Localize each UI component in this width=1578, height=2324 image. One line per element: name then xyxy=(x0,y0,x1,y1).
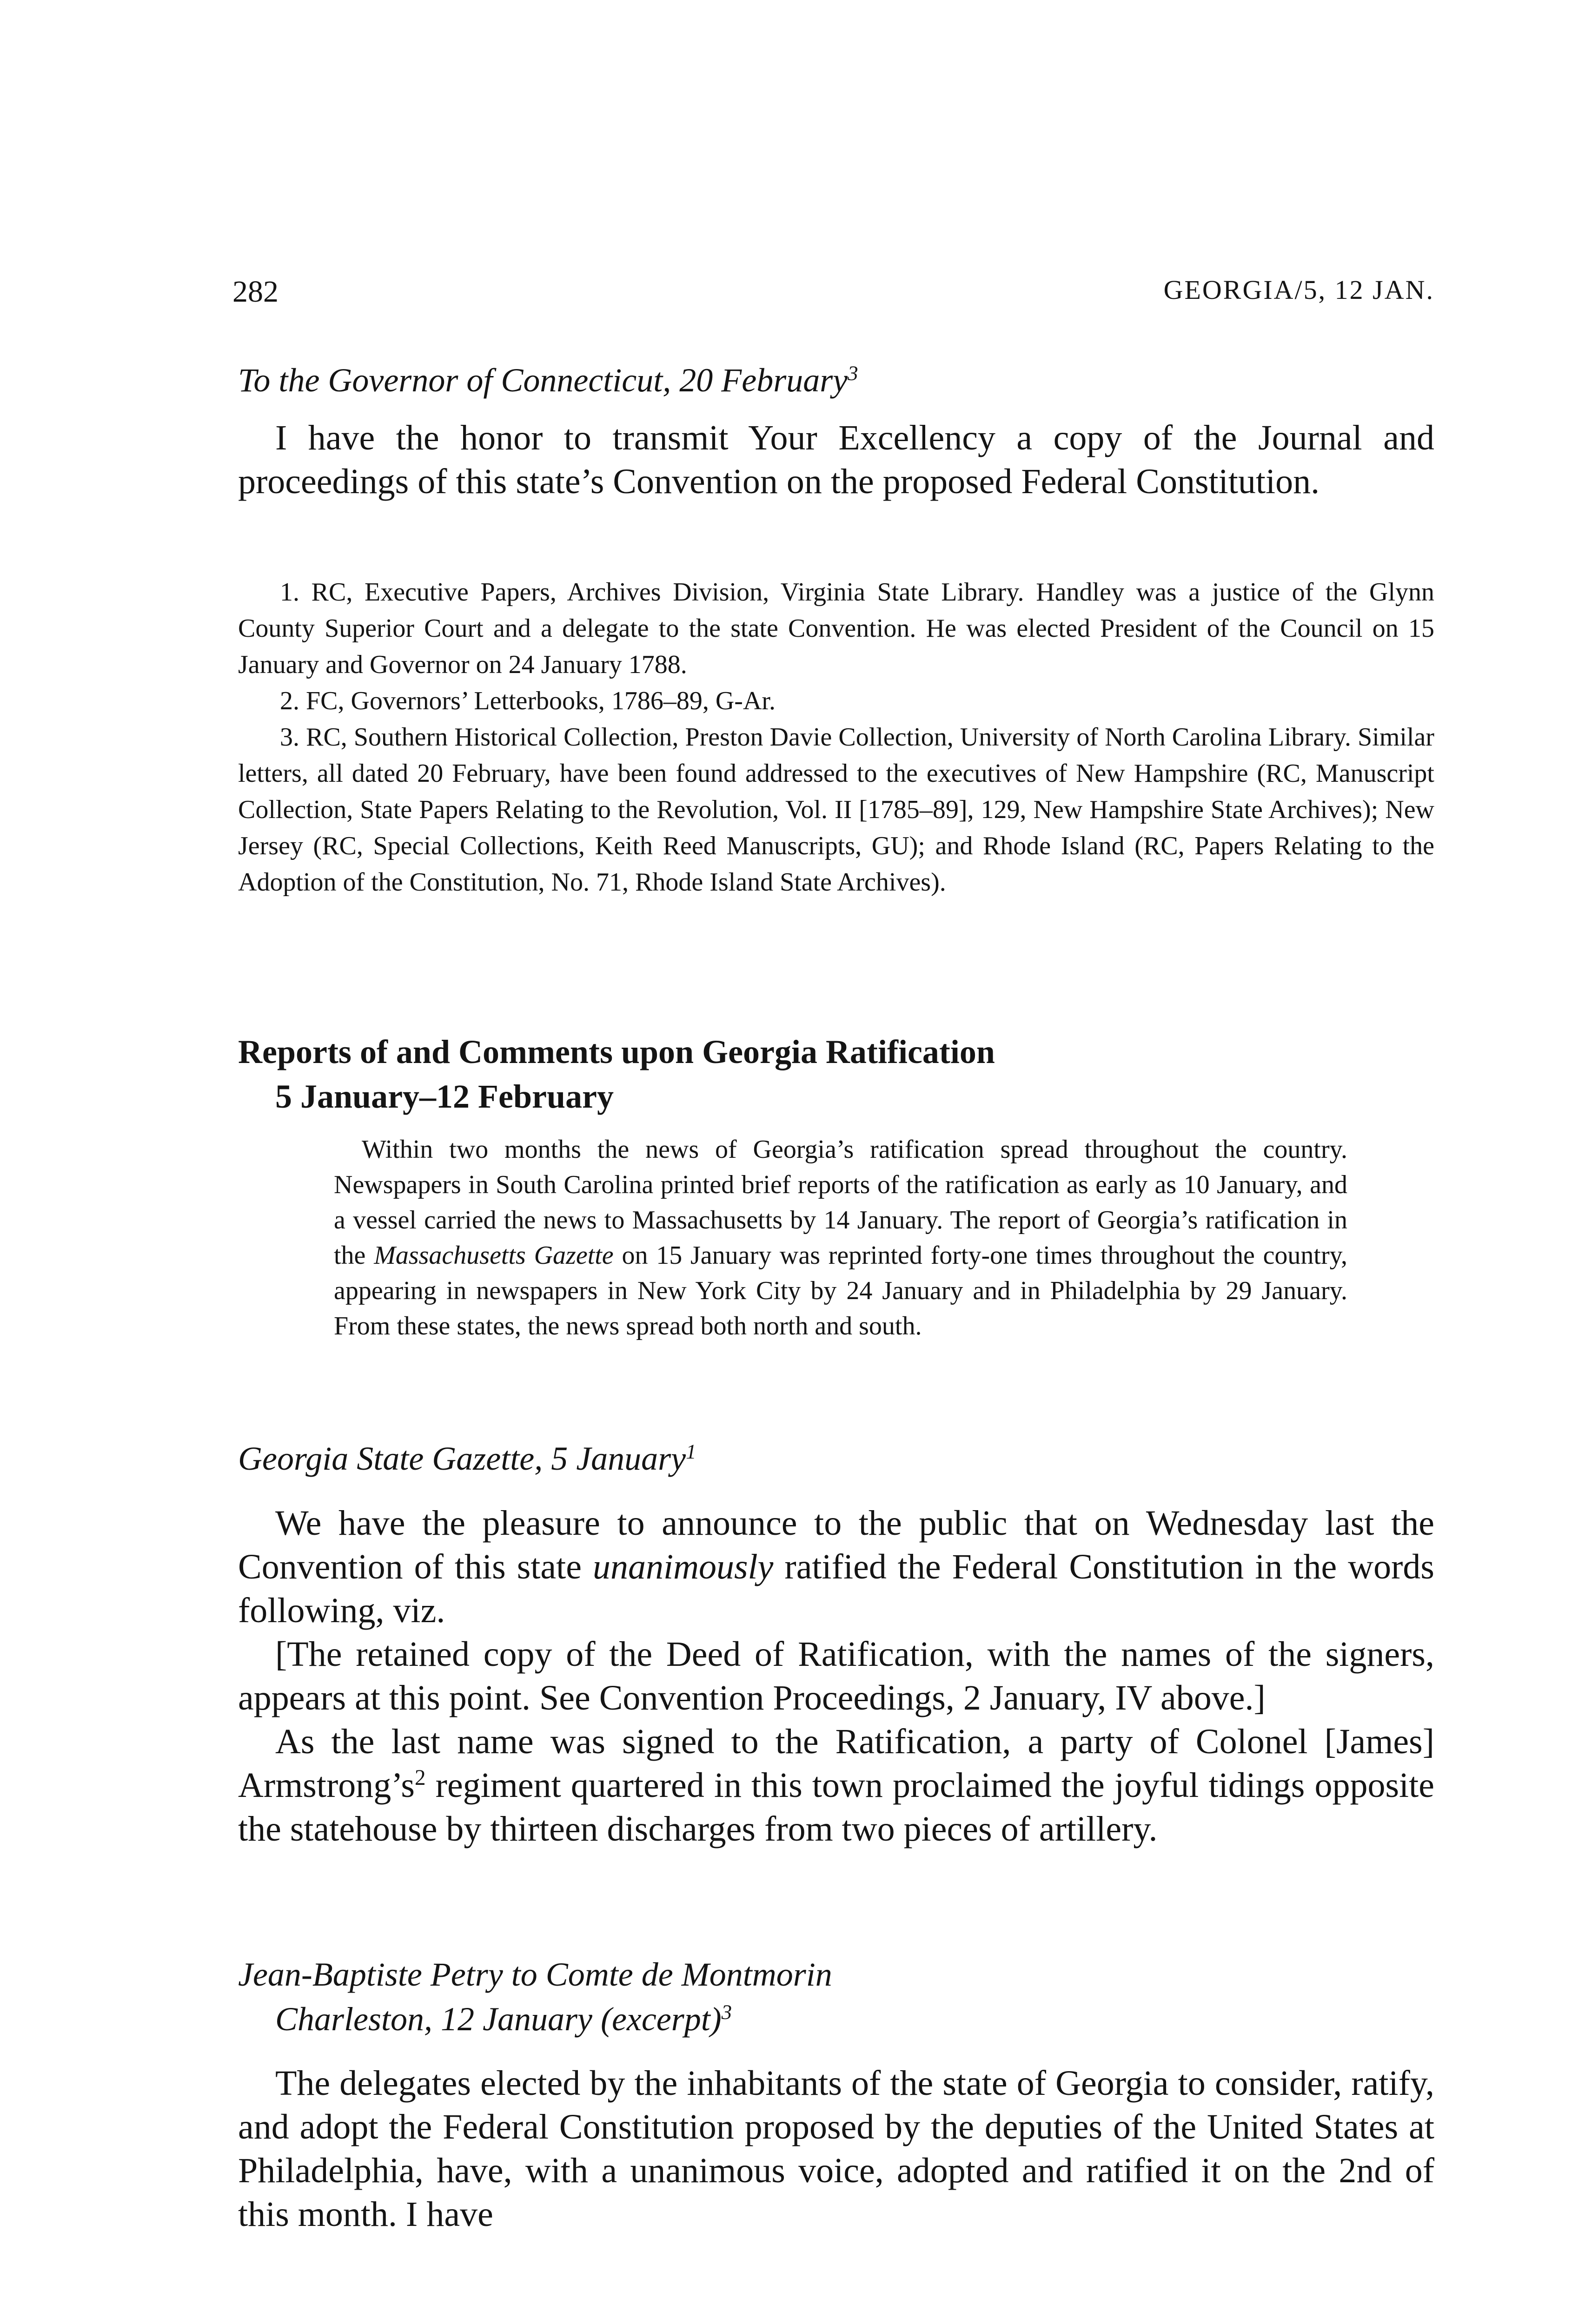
gazette-p1-italic: unanimously xyxy=(592,1547,774,1586)
gazette-body xyxy=(238,1501,1434,1851)
page-number: 282 xyxy=(232,275,278,309)
petry-heading-line2-wrap xyxy=(238,1997,1434,2041)
letter-heading xyxy=(238,358,1434,403)
running-head xyxy=(232,274,1434,316)
petry-note-ref: 3 xyxy=(721,2000,732,2024)
petry-heading xyxy=(238,1952,1434,2041)
section-title-line1: Reports of and Comments upon Georgia Ratification xyxy=(238,1033,995,1070)
headnote-text-1: Within two months the news of Georgia’s ratification spread throughout the country. Newspapers in South Carolina printed brief reports of the ratification as early as 10 January, and a vessel carried the news to Massachusetts by 14 January. The report of Georgia’s ratification in the xyxy=(334,1135,1347,1270)
headnote xyxy=(334,1132,1347,1344)
gazette-paragraph-1 xyxy=(238,1501,1434,1632)
gazette-paragraph-3 xyxy=(238,1720,1434,1851)
section-title xyxy=(238,1030,1434,1119)
gazette-note-ref: 1 xyxy=(686,1439,696,1463)
petry-paragraph-1: The delegates elected by the inhabitants of the state of Georgia to consider, ratify, and adopt the Federal Constitution proposed by the deputies of the United States at Philadelphia, have, with a unanimous voice, adopted and ratified it on the 2nd of this month. I have xyxy=(238,2064,1434,2234)
letter-body-paragraph: I have the honor to transmit Your Excellency a copy of the Journal and proceedings of this state’s Convention on the proposed Federal Constitution. xyxy=(238,418,1434,501)
gazette-p3-text-1: As the last name was signed to the Ratification, a party of Colonel [James] Armstrong’s xyxy=(238,1722,1434,1805)
petry-heading-line2: Charleston, 12 January (excerpt) xyxy=(275,2000,722,2038)
gazette-p1-text-2: ratified the Federal Constitution in the words following, viz. xyxy=(238,1547,1434,1630)
footnote-2: 2. FC, Governors’ Letterbooks, 1786–89, G-Ar. xyxy=(280,687,776,715)
headnote-paragraph xyxy=(334,1132,1347,1344)
gazette-p3-text-2: regiment quartered in this town proclaimed the joyful tidings opposite the statehouse by thirteen discharges from two pieces of artillery. xyxy=(238,1766,1434,1849)
gazette-p3-note-ref: 2 xyxy=(415,1766,426,1790)
gazette-heading xyxy=(238,1436,1434,1481)
headnote-italic: Massachusetts Gazette xyxy=(374,1241,614,1270)
petry-body xyxy=(238,2061,1434,2236)
headnote-text-2: on 15 January was reprinted forty-one times throughout the country, appearing in newspapers in New York City by 24 January and in Philadelphia by 29 January. From these states, the news spread both north and south. xyxy=(334,1241,1347,1340)
gazette-paragraph-2: [The retained copy of the Deed of Ratification, with the names of the signers, appears at this point. See Convention Proceedings, 2 January, IV above.] xyxy=(238,1635,1434,1717)
letter-heading-text: To the Governor of Connecticut, 20 February xyxy=(238,362,848,399)
letter-heading-note-ref: 3 xyxy=(848,361,858,385)
footnote-1: 1. RC, Executive Papers, Archives Division, Virginia State Library. Handley was a justice of the Glynn County Superior Court and a delegate to the state Convention. He was elected President of the Council on 15 January and Governor on 24 January 1788. xyxy=(238,578,1434,679)
footnotes xyxy=(238,574,1434,900)
gazette-heading-text: Georgia State Gazette, 5 January xyxy=(238,1440,686,1477)
letter-body xyxy=(238,416,1434,503)
gazette-p1-text-1: We have the pleasure to announce to the public that on Wednesday last the Convention of this state xyxy=(238,1504,1434,1586)
section-reference: GEORGIA/5, 12 JAN. xyxy=(1163,275,1434,305)
section-title-line2: 5 January–12 February xyxy=(275,1078,614,1115)
petry-heading-line1: Jean-Baptiste Petry to Comte de Montmorin xyxy=(238,1956,832,1993)
footnote-3: 3. RC, Southern Historical Collection, Preston Davie Collection, University of North Carolina Library. Similar letters, all dated 20 February, have been found addressed to the executives of New Hampshire (RC, Manuscript Collection, State Papers Relating to the Revolution, Vol. II [1785–89], 129, New Hampshire State Archives); New Jersey (RC, Special Collections, Keith Reed Manuscripts, GU); and Rhode Island (RC, Papers Relating to the Adoption of the Constitution, No. 71, Rhode Island State Archives). xyxy=(238,723,1434,897)
